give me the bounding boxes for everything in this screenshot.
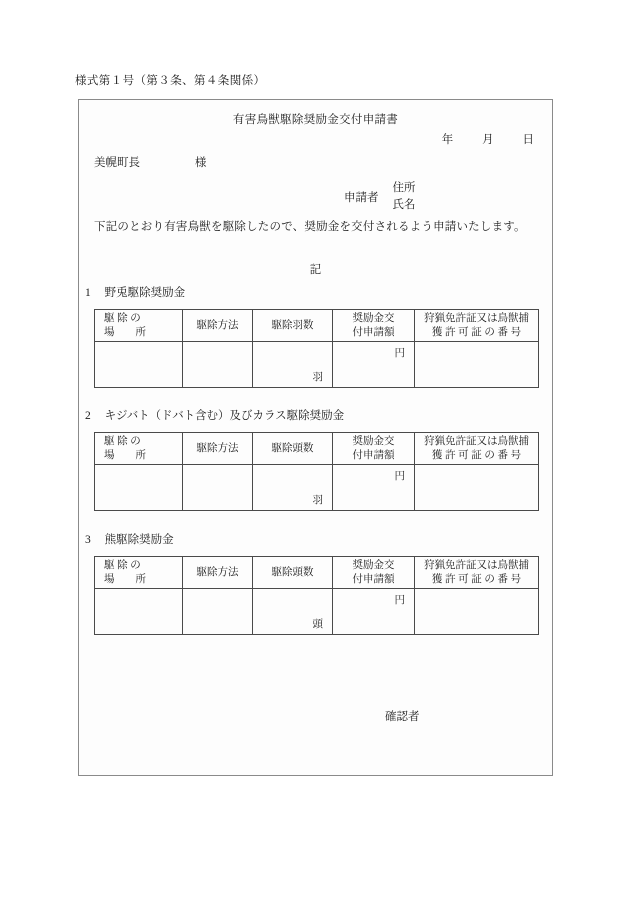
- header-amount-line2: 付申請額: [352, 573, 395, 585]
- cell-count[interactable]: [253, 589, 333, 635]
- section-2: [79, 407, 552, 511]
- applicant-name-label: 氏名: [392, 198, 416, 211]
- amount-unit: 円: [394, 348, 405, 359]
- cell-method[interactable]: [183, 342, 253, 388]
- date-year-label: 年: [441, 134, 454, 146]
- header-place-line1: 駆 除 の: [104, 435, 141, 447]
- page-title: 有害鳥獣駆除奨励金交付申請書: [232, 114, 399, 126]
- amount-unit: 円: [394, 471, 405, 482]
- header-permit-line1: 狩猟免許証又は鳥獣捕: [424, 312, 529, 324]
- header-count: 駆除頭数: [253, 433, 333, 465]
- section-1-number: 1: [85, 287, 91, 299]
- count-unit: 羽: [312, 372, 323, 383]
- header-permit-line1: 狩猟免許証又は鳥獣捕: [424, 435, 529, 447]
- section-1-title: 野兎駆除奨励金: [104, 287, 186, 299]
- cell-amount[interactable]: [333, 589, 415, 635]
- addressee-honorific: 様: [194, 157, 207, 169]
- header-permit: [415, 433, 539, 465]
- cell-permit[interactable]: [415, 589, 539, 635]
- table-row: [95, 589, 539, 635]
- cell-place[interactable]: [95, 589, 183, 635]
- cell-permit[interactable]: [415, 342, 539, 388]
- header-permit: [415, 557, 539, 589]
- cell-place[interactable]: [95, 342, 183, 388]
- header-place-line1: 駆 除 の: [104, 559, 141, 571]
- header-count: 駆除羽数: [253, 310, 333, 342]
- header-amount: [333, 310, 415, 342]
- date-month-label: 月: [482, 134, 494, 146]
- amount-unit: 円: [394, 595, 405, 606]
- header-permit: [415, 310, 539, 342]
- header-permit-line2: 獲 許 可 証 の 番 号: [431, 449, 522, 461]
- statement-text: 下記のとおり有害鳥獣を駆除したので、奨励金を交付されるよう申請いたします。: [94, 221, 526, 233]
- section-3-number: 3: [85, 534, 91, 546]
- header-amount-line1: 奨励金交: [352, 435, 395, 447]
- applicant-label: 申請者: [344, 191, 379, 204]
- header-method: 駆除方法: [183, 433, 253, 465]
- section-2-title: キジバト（ドバト含む）及びカラス駆除奨励金: [104, 410, 345, 422]
- form-page-frame: [78, 99, 553, 776]
- ki-mark: 記: [309, 264, 322, 276]
- header-permit-line2: 獲 許 可 証 の 番 号: [431, 573, 522, 585]
- cell-amount[interactable]: [333, 342, 415, 388]
- section-3-title: 熊駆除奨励金: [104, 534, 174, 546]
- date-day-label: 日: [522, 134, 534, 146]
- header-permit-line2: 獲 許 可 証 の 番 号: [431, 326, 522, 338]
- section-3-heading: [85, 531, 552, 547]
- form-number: 様式第１号（第３条、第４条関係）: [75, 75, 266, 87]
- count-unit: 羽: [312, 495, 323, 506]
- header-place: [95, 557, 183, 589]
- section-2-heading: [85, 407, 552, 423]
- header-place-line2: 場 所: [104, 326, 146, 338]
- table-header-row: [95, 310, 539, 342]
- cell-count[interactable]: [253, 342, 333, 388]
- cell-place[interactable]: [95, 465, 183, 511]
- header-method: 駆除方法: [183, 557, 253, 589]
- cell-method[interactable]: [183, 589, 253, 635]
- count-unit: 頭: [312, 619, 323, 630]
- header-count: 駆除頭数: [253, 557, 333, 589]
- header-place: [95, 433, 183, 465]
- section-1-heading: [85, 284, 552, 300]
- section-3: [79, 531, 552, 635]
- addressee-name: 美幌町長: [94, 157, 140, 169]
- header-amount-line2: 付申請額: [352, 326, 395, 338]
- section-2-number: 2: [85, 410, 91, 422]
- header-permit-line1: 狩猟免許証又は鳥獣捕: [424, 559, 529, 571]
- cell-method[interactable]: [183, 465, 253, 511]
- section-1-table: [94, 309, 539, 388]
- header-amount: [333, 433, 415, 465]
- applicant-block: [344, 180, 416, 213]
- addressee: [94, 154, 206, 170]
- section-3-table: [94, 556, 539, 635]
- cell-count[interactable]: [253, 465, 333, 511]
- header-place: [95, 310, 183, 342]
- date-line: [442, 131, 534, 147]
- header-amount-line1: 奨励金交: [352, 559, 395, 571]
- confirmer-label: 確認者: [385, 711, 420, 723]
- section-1: [79, 284, 552, 388]
- table-row: [95, 342, 539, 388]
- header-amount-line1: 奨励金交: [352, 312, 395, 324]
- section-2-table: [94, 432, 539, 511]
- header-amount-line2: 付申請額: [352, 449, 395, 461]
- cell-permit[interactable]: [415, 465, 539, 511]
- header-place-line2: 場 所: [104, 573, 146, 585]
- applicant-address-label: 住所: [392, 182, 416, 194]
- header-place-line1: 駆 除 の: [104, 312, 141, 324]
- header-method: 駆除方法: [183, 310, 253, 342]
- cell-amount[interactable]: [333, 465, 415, 511]
- table-header-row: [95, 557, 539, 589]
- header-place-line2: 場 所: [104, 449, 146, 461]
- table-row: [95, 465, 539, 511]
- header-amount: [333, 557, 415, 589]
- table-header-row: [95, 433, 539, 465]
